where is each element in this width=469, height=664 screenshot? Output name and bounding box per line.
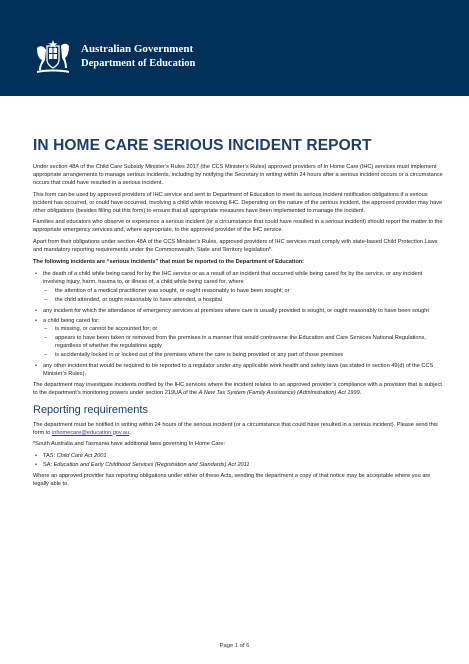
list-item-text: any incident for which the attendance of emergency services at premises where care is usually provided is sought, or ought reasonably to have been sought — [43, 307, 429, 314]
bullet-icon: • — [35, 307, 37, 314]
sub-list-item — [43, 297, 445, 305]
reporting-text: The department must be notified in writing within 24 hours of the serious incident (or a circumstance that could have resulted in a serious incident). Please send this form to — [33, 421, 438, 436]
page-number: Page 1 of 6 — [219, 643, 250, 649]
list-item-text: a child being cared for: — [43, 317, 100, 324]
dash-icon: – — [44, 287, 48, 294]
sub-list-item — [43, 288, 445, 296]
list-item — [33, 462, 445, 470]
document-body — [33, 164, 445, 493]
email-link[interactable]: inhomecare@education.gov.au — [51, 429, 130, 436]
header-banner — [0, 0, 469, 96]
page-title: IN HOME CARE SERIOUS INCIDENT REPORT — [33, 137, 372, 154]
sub-list-item-text: is missing, or cannot be accounted for; or — [55, 326, 158, 333]
sub-list-item-text: the attention of a medical practitioner was sought, or ought reasonably to have been sought; or — [55, 287, 290, 294]
sub-list-item-text: appears to have been taken or removed from the premises in a manner that would contravene the Education and Care Services National Regulations, regardless of whether the regulations apply — [55, 335, 426, 350]
government-wordmark — [81, 43, 195, 70]
sub-list-item — [43, 335, 445, 351]
sentence-end: . — [129, 429, 131, 436]
list-intro: The following incidents are “serious incidents” that must be reported to the Department of Education: — [33, 259, 305, 266]
paragraph-investigation — [33, 382, 445, 398]
sentence-end: . — [359, 389, 362, 396]
paragraph-state-laws: *South Australia and Tasmania have additional laws governing In Home Care: — [33, 441, 226, 448]
state-law-list — [33, 453, 445, 470]
paragraph-closing: Where an approved provider has reporting obligations under either of these Acts, sending the department a copy of that notice may be acceptable where you are legally able to. — [33, 473, 431, 488]
bullet-icon: • — [35, 317, 37, 324]
section-heading-reporting: Reporting requirements — [33, 403, 148, 416]
sub-list — [43, 288, 445, 305]
coat-of-arms-icon — [33, 38, 73, 76]
paragraph-form-usage: This form can be used by approved providers of IHC service and sent to Department of Education to meet its serious incident notification obligations if a serious incident has occurred, or could have occurred, involving a child while receiving IHC. Depending on the nature of the serious incident, the approved provider may have other obligations (besides filling out this form) to ensure that all appropriate measures have been implemented to manage the incident. — [33, 191, 443, 214]
bullet-icon: • — [35, 363, 37, 370]
paragraph-obligations: Apart from their obligations under section 48A of the CCS Minister’s Rules, approved providers of IHC services must comply with state-based Child Protection Laws and mandatory reporting requirements under the Commonwealth, State and Territory legislation*. — [33, 239, 438, 254]
sub-list-item-text: is accidentally locked in or locked out of the premises where the care is being provided or any part of those premises — [55, 352, 344, 359]
serious-incident-list — [33, 271, 445, 379]
dash-icon: – — [44, 352, 48, 359]
list-item — [33, 453, 445, 461]
department-name: Department of Education — [81, 58, 196, 70]
dash-icon: – — [44, 335, 48, 342]
state-label: TAS: — [43, 453, 57, 460]
bullet-icon: • — [35, 462, 37, 469]
list-item — [33, 308, 445, 316]
list-item-text: the death of a child while being cared for by the IHC service or as a result of an incident that occurred while being cared for by the service, or any incident involving injury, harm, trauma to, or illness of, a child while being cared for, where — [43, 270, 423, 285]
sub-list-item — [43, 352, 445, 360]
list-item — [33, 363, 445, 379]
list-item — [33, 271, 445, 305]
sub-list-item — [43, 326, 445, 334]
sub-list-item-text: the child attended, or ought reasonably to have attended, a hospital — [55, 296, 223, 303]
act-name: Education and Early Childhood Services (Registration and Standards) Act 2011 — [53, 462, 250, 469]
government-name: Australian Government — [81, 43, 194, 55]
act-name: A New Tax System (Family Assistance) (Administration) Act 1999 — [198, 389, 360, 396]
paragraph-reporting — [33, 422, 445, 438]
bullet-icon: • — [35, 270, 37, 277]
paragraph-families: Families and educators who observe or experience a serious incident (or a circumstance that could have resulted in a serious incident) should report the matter to the appropriate emergency services and, where appropriate, to the approved provider of the IHC service. — [33, 219, 443, 234]
bullet-icon: • — [35, 453, 37, 460]
state-label: SA: — [43, 462, 54, 469]
sub-list — [43, 326, 445, 360]
dash-icon: – — [44, 296, 48, 303]
list-item-text: any other incident that would be required to be reported to a regulator under any applicable work health and safety laws (as stated in section 49(d) of the CCS Minister’s Rules). — [43, 363, 434, 377]
dash-icon: – — [44, 326, 48, 333]
act-name: Child Care Act 2001 — [56, 453, 107, 460]
list-item — [33, 318, 445, 361]
investigation-text: The department may investigate incidents notified by the IHC services where the incident relates to an approved provider’s compliance with a provision that is subject to the department’s monitoring powers under section 219UA of the — [33, 381, 442, 396]
paragraph-intro: Under section 48A of the Child Care Subsidy Minister’s Rules 2017 (the CCS Minister’s Rules) approved providers of In Home Care (IHC) services must implement appropriate arrangements to manage serious incidents, including by notifying the Secretary in writing within 24 hours after a serious incident occurs or a circumstance occurs that could have resulted in a serious incident. — [33, 164, 443, 186]
